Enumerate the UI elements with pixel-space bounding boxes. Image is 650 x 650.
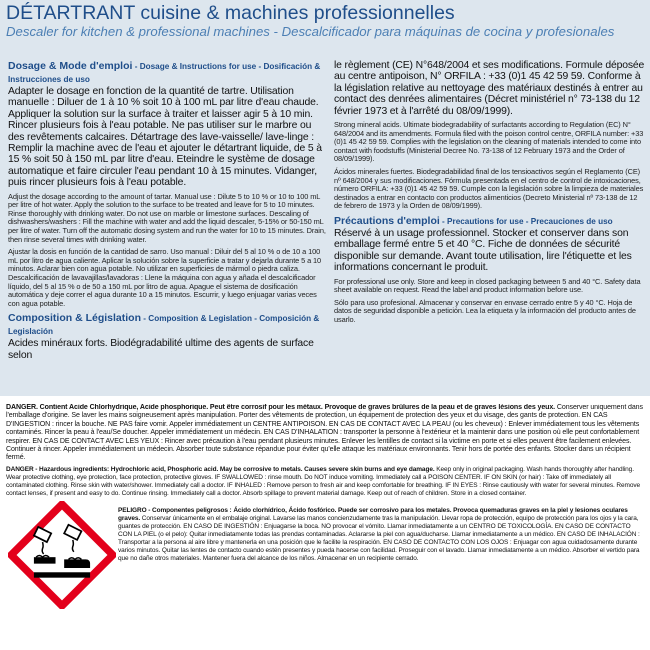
- precautions-text-es: Sólo para uso profesional. Almacenar y conservar en envase cerrado entre 5 y 40 °C. Hoja de datos de seguridad disponible a petición. Lea la etiqueta y la información del producto antes de usarlo.: [334, 297, 636, 324]
- product-title-fr: DÉTARTRANT cuisine & machines professionnelles: [6, 2, 455, 24]
- composition-text-en: Strong mineral acids. Ultimate biodegradability of surfactants according to Regulation (EC) N° 648/2004 and its amendments. Formula filed with the poison control centre, ORFILA number: +33 (0)1 45 42 59 59. Complies with the legislation on the cleaning of materials intended to come into contact with foodstuffs (Ministerial Decree No. 73-138 of 12 February 1973 and the Order of 08/09/1999).: [334, 120, 644, 164]
- danger-statement-en: DANGER - Hazardous ingredients: Hydrochloric acid, Phosphoric acid. May be corrosive to metals. Causes severe skin burns and eye damage. Keep only in original packaging. Wash hands thoroughly after handling. Wear protective clothing, eye protection, face protection, protective gloves. IF SWALLOWED : rinse mouth. Do NOT induce vomiting. Immediately call a POISON CENTER. IF ON SKIN (or hair) : Take off immediately all contaminated clothing. Rinse skin with water/shower. Immediately call a doctor. IF INHALED : Remove person to fresh air and keep comfortable for breathing. IF IN EYES : Rinse cautiously with water for several minutes. Remove contact lenses, if present and easy to do. Continue rinsing. Immediately call a doctor. Absorb spillage to prevent material damage. Keep out of reach of children. Store in a closed container.: [6, 465, 641, 497]
- product-title-en-es: Descaler for kitchen & professional machines - Descalcificador para máquinas de cocina y profesionales: [6, 24, 615, 39]
- dosage-text-es: Ajustar la dosis en función de la cantidad de sarro. Uso manual : Diluir del 5 al 10 % o de 10 a 100 mL por litro de agua caliente. Aplicar la solución sobre la superficie a tratar y dejarla durante 5 a 10 minutos. Aclarar bien con agua potable. No utilizar en superficies de mármol o piedra caliza. Descalcificación de lavavajillas/lavadoras : Llene la máquina con agua y añada el descalcificador líquido, del 5 al 15 % o de 50 a 150 mL por litro de agua. Apague el sistema de dosificación automática y deje correr el agua durante 10 a 15 minutos. Escurrir, y luego enjuagar varias veces con agua potable.: [8, 247, 322, 308]
- dosage-text-en: Adjust the dosage according to the amount of tartar. Manual use : Dilute 5 to 10 % or 10 to 100 mL per litre of hot water. Apply the solution to the surface to be treated and leave for 5 to 10 minutes. Rinse thoroughly with drinking water. Do not use on marble or limestone surfaces. Descaling of dishwashers/washers : Fill the machine with water and add the liquid descaler, 5-15% or 50-150 mL per litre of water. Turn off the automatic dosing system and run the water for 10 to 15 minutes. Drain, then rinse several times with drinking water.: [8, 191, 326, 244]
- dosage-heading: Dosage & Mode d'emploi - Dosage & Instructions for use - Dosificación & Instrucciones de uso: [8, 60, 321, 84]
- ghs05-corrosive-icon: [8, 501, 116, 609]
- danger-statement-fr: DANGER. Contient Acide Chlorhydrique, Acide phosphorique. Peut être corrosif pour les métaux. Provoque de graves brûlures de la peau et de graves lésions des yeux. Conserver uniquement dans l'emballage d'origine. Se laver les mains soigneusement après manipulation. Porter des vêtements de protection, un équipement de protection des yeux et du visage, des gants de protection. EN CAS D'INGESTION : rincer la bouche. NE PAS faire vomir. Appeler immédiatement un CENTRE ANTIPOISON. EN CAS DE CONTACT AVEC LA PEAU (ou les cheveux) : Enlever immédiatement tous les vêtements contaminés. Rincer la peau à l'eau/Se doucher. Appeler immédiatement un médecin. EN CAS D'INHALATION : transporter la personne à l'extérieur et la maintenir dans une position où elle peut confortablement respirer. EN CAS DE CONTACT AVEC LES YEUX : Rincer avec précaution à l'eau pendant plusieurs minutes. Enlever les lentilles de contact si la victime en porte et si elles peuvent être facilement enlevées. Continuer à rincer. Appeler immédiatement un médecin. Absorber toute substance répandue pour éviter qu'elle attaque les matériaux environnants. Tenir hors de portée des enfants. Stocker dans un récipient fermé.: [6, 404, 643, 462]
- precautions-text-fr: Réservé à un usage professionnel. Stocker et conserver dans son emballage fermé entre 5 et 40 °C. Fiche de données de sécurité disponible sur demande. Avant toute utilisation, lire l'étiquette et les informations concernant le produit.: [334, 227, 632, 274]
- composition-text-fr-start: Acides minéraux forts. Biodégradabilité ultime des agents de surface selon: [8, 338, 314, 361]
- hazard-section: [0, 404, 650, 650]
- danger-statement-es: PELIGRO - Componentes peligrosos : Ácido clorhídrico, Ácido fosfórico. Puede ser corrosivo para los metales. Provoca quemaduras graves en la piel y lesiones oculares graves. Conservar únicamente en el embalaje original. Lavarse las manos concienzudamente tras la manipulación. Llevar ropa de protección, equipo de protección para los ojos y la cara, guantes de protección. EN CASO DE INGESTIÓN : Enjuagarse la boca. NO provocar el vómito. Llamar inmediatamente a un CENTRO DE TOXICOLOGÍA. EN CASO DE CONTACTO CON LA PIEL (o el pelo): Quitar inmediatamente todas las prendas contaminadas. Aclararse la piel con agua/ducharse. Llamar inmediatamente a un médico. EN CASO DE INHALACIÓN : Transportar a la persona al aire libre y mantenerla en una posición que le facilite la respiración. EN CASO DE CONTACTO CON LOS OJOS : Enjuagar con agua cuidadosamente durante varios minutos. Quitar las lentes de contacto cuando estén presentes y pueda hacerse con facilidad. Proseguir con el lavado. Llamar inmediatamente a un médico. Absorber el vertido para que no dañe otros materiales. Mantener fuera del alcance de los niños. Almacenar en un recipiente cerrado.: [118, 507, 640, 562]
- dosage-text-fr: Adapter le dosage en fonction de la quantité de tartre. Utilisation manuelle : Diluer de 1 à 10 % soit 10 à 100 mL par litre d'eau chaude. Appliquer la solution sur la surface à traiter et laisser agir 5 à 10 min. Rincer plusieurs fois à l'eau potable. Ne pas utiliser sur le marbre ou des revêtements calcaires. Détartrage des lave-vaisselle/ lave-linge : Remplir la machine avec de l'eau et ajouter le détartrant liquide, de 5 à 15 % soit 50 à 150 mL par litre d'eau. Eteindre le système de dosage automatique et faire circuler l'eau pendant 10 à 15 minutes. Vidanger, puis rincer plusieurs fois à l'eau potable.: [8, 86, 322, 189]
- composition-heading: Composition & Législation - Composition & Legislation - Composición & Legislación: [8, 312, 320, 337]
- right-column: [334, 60, 646, 396]
- composition-text-fr-end: le règlement (CE) N°648/2004 et ses modifications. Formule déposée au centre antipoison, N° ORFILA : +33 (0)1 45 42 59 59. Conforme à la législation relative au nettoyage des matériaux destinés à entrer au contact des denrées alimentaires (Décret ministériel n° 73-138 du 12 février 1973 et à l'arrêté du 08/09/1999).: [334, 60, 645, 117]
- left-column: [8, 60, 326, 396]
- precautions-heading: Précautions d'emploi - Precautions for use - Precauciones de uso: [334, 214, 613, 227]
- composition-text-es: Ácidos minerales fuertes. Biodegradabilidad final de los tensioactivos según el Reglamento (CE) nº 648/2004 y sus modificaciones. Fórmula presentada en el centro de control de intoxicaciones, número ORFILA: +33 (0)1 45 42 59 59. Cumple con la legislación sobre la limpieza de materiales destinados a entrar en contacto con productos alimenticios (Decreto Ministerial nº 73-138 de 12 de febrero de 1973 y la Orden de 08/09/1999).: [334, 167, 644, 211]
- precautions-text-en: For professional use only. Store and keep in closed packaging between 5 and 40 °C. Safety data sheet available on request. Read the label and product information before use.: [334, 276, 641, 295]
- ghs-row: [6, 501, 644, 611]
